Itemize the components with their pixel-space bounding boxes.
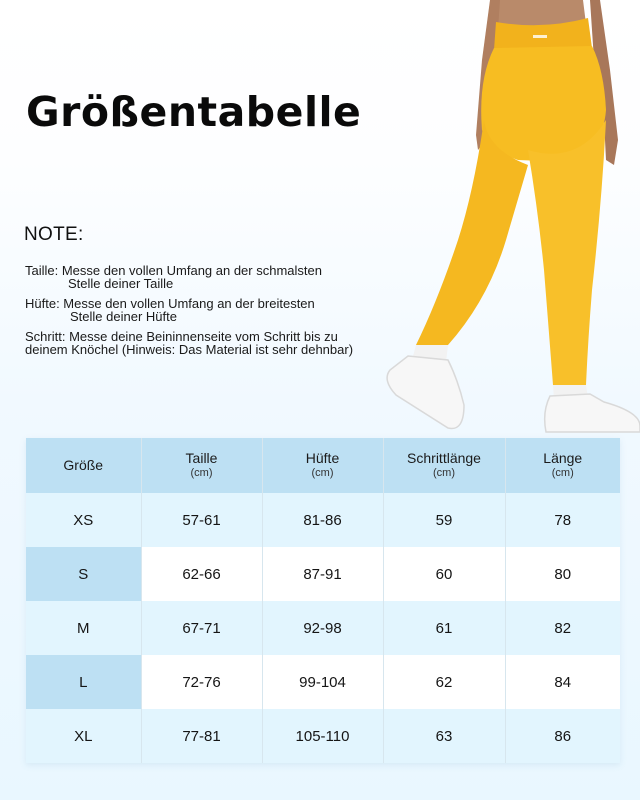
header-length: Länge (cm) [505, 438, 620, 493]
cell-waist: 57-61 [141, 493, 262, 547]
cell-length: 78 [505, 493, 620, 547]
note-hip [25, 297, 425, 323]
cell-inseam: 61 [383, 601, 505, 655]
note-inseam-line1: Schritt: Messe deine Beininnenseite vom Schritt bis zu [25, 329, 338, 344]
cell-waist: 77-81 [141, 709, 262, 763]
header-waist: Taille (cm) [141, 438, 262, 493]
cell-hip: 87-91 [262, 547, 383, 601]
cell-hip: 99-104 [262, 655, 383, 709]
table-row [26, 601, 620, 655]
cell-waist: 67-71 [141, 601, 262, 655]
header-inseam: Schrittlänge (cm) [383, 438, 505, 493]
product-photo [378, 0, 640, 438]
cell-waist: 62-66 [141, 547, 262, 601]
cell-size: M [26, 601, 141, 655]
note-hip-line1: Hüfte: Messe den vollen Umfang an der breitesten [25, 296, 315, 311]
note-waist [25, 264, 425, 290]
page-title: Größentabelle [26, 88, 362, 136]
header-size: Größe [26, 438, 141, 493]
header-hip: Hüfte (cm) [262, 438, 383, 493]
cell-hip: 92-98 [262, 601, 383, 655]
cell-size: XS [26, 493, 141, 547]
cell-waist: 72-76 [141, 655, 262, 709]
cell-inseam: 59 [383, 493, 505, 547]
table-row [26, 547, 620, 601]
note-waist-line2: Stelle deiner Taille [68, 276, 174, 291]
cell-length: 82 [505, 601, 620, 655]
cell-inseam: 60 [383, 547, 505, 601]
cell-length: 86 [505, 709, 620, 763]
note-heading: NOTE: [24, 224, 84, 245]
cell-inseam: 63 [383, 709, 505, 763]
measurement-notes [25, 264, 425, 363]
table-row [26, 709, 620, 763]
brand-logo [533, 35, 547, 38]
sneaker-left [387, 356, 464, 429]
note-waist-line1: Taille: Messe den vollen Umfang an der schmalsten [25, 263, 322, 278]
size-table [26, 438, 620, 763]
cell-length: 80 [505, 547, 620, 601]
note-inseam [25, 330, 425, 356]
note-inseam-line2: deinem Knöchel (Hinweis: Das Material ist sehr dehnbar) [25, 342, 354, 357]
leggings-right-leg [528, 120, 606, 385]
cell-hip: 81-86 [262, 493, 383, 547]
cell-hip: 105-110 [262, 709, 383, 763]
sneaker-right [545, 394, 640, 432]
note-hip-line2: Stelle deiner Hüfte [70, 309, 177, 324]
cell-inseam: 62 [383, 655, 505, 709]
cell-size: XL [26, 709, 141, 763]
cell-size: S [26, 547, 141, 601]
table-header-row [26, 438, 620, 493]
table-row [26, 655, 620, 709]
cell-length: 84 [505, 655, 620, 709]
cell-size: L [26, 655, 141, 709]
table-row [26, 493, 620, 547]
